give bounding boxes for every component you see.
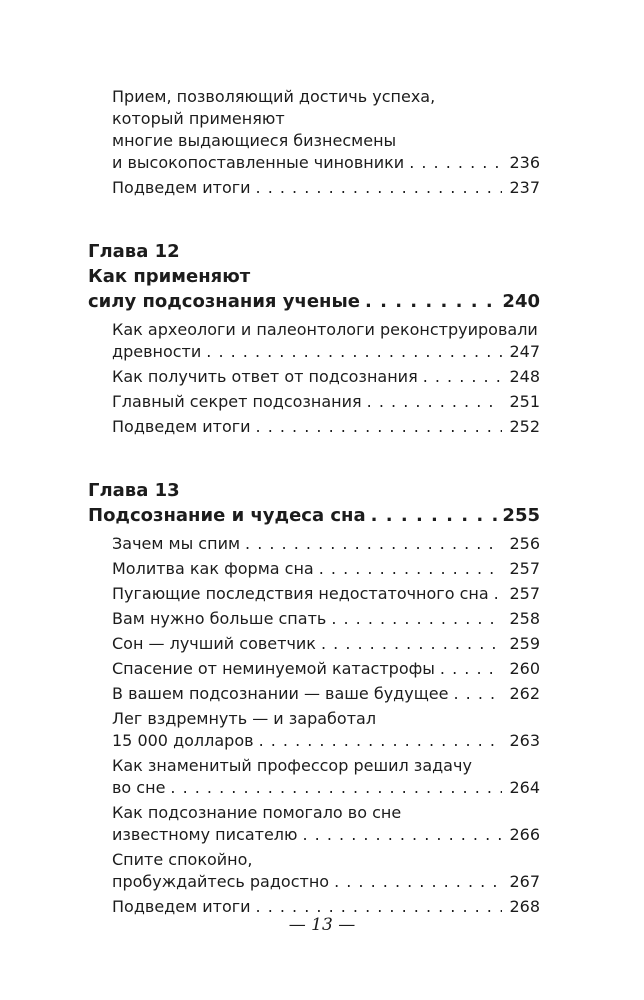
dot-leader [170, 777, 502, 799]
dot-leader [409, 152, 502, 174]
toc-entries [88, 533, 540, 918]
toc-entries [88, 86, 540, 199]
entry-line: Лег вздремнуть — и заработал [112, 709, 377, 728]
chapter-label: Глава 13 [88, 480, 180, 501]
dot-leader [245, 533, 502, 555]
toc-section [88, 86, 540, 199]
entry-line: Как знаменитый профессор решил задачу [112, 756, 472, 775]
toc-entry [112, 708, 540, 752]
toc-line-text: Подведем итоги [112, 897, 251, 916]
dot-leader [331, 608, 502, 630]
toc-line [112, 583, 540, 605]
toc-line-text: и высокопоставленные чиновники [112, 153, 405, 172]
page-footer [0, 915, 644, 935]
toc-line-text: 15 000 долларов [112, 731, 254, 750]
page-number: 263 [509, 731, 540, 750]
toc-line [88, 289, 540, 314]
toc-line [112, 871, 540, 893]
toc-line [112, 366, 540, 388]
toc-line [112, 824, 540, 846]
page-number: 256 [509, 534, 540, 553]
page-number: 267 [509, 872, 540, 891]
toc-line [112, 391, 540, 413]
toc-entry [112, 177, 540, 199]
toc-line-text: Вам нужно больше спать [112, 609, 327, 628]
toc-entry [112, 391, 540, 413]
toc-line [112, 341, 540, 363]
toc-section [88, 478, 540, 918]
toc-line-text: известному писателю [112, 825, 298, 844]
toc-line [112, 658, 540, 680]
page-number: 257 [509, 559, 540, 578]
toc-entry [112, 583, 540, 605]
toc-line-text: Молитва как форма сна [112, 559, 314, 578]
toc [88, 86, 540, 918]
entry-line: который применяют [112, 109, 285, 128]
entry-line: многие выдающиеся бизнесмены [112, 131, 397, 150]
dot-leader [256, 416, 502, 438]
toc-entry [112, 86, 540, 174]
page-number: 259 [509, 634, 540, 653]
page-number: 236 [509, 153, 540, 172]
entry-line: Как археологи и палеонтологи реконструировали [112, 320, 538, 339]
toc-line [88, 503, 540, 528]
page-number: 237 [509, 178, 540, 197]
toc-line [112, 416, 540, 438]
toc-line-text: Подсознание и чудеса сна [88, 505, 366, 526]
dot-leader [303, 824, 503, 846]
page-number: 252 [509, 417, 540, 436]
entry-line: Спите спокойно, [112, 850, 253, 869]
page-number: 251 [509, 392, 540, 411]
toc-line-text: Сон — лучший советчик [112, 634, 316, 653]
toc-line [112, 683, 540, 705]
page-number: 255 [502, 505, 540, 526]
toc-line-text: во сне [112, 778, 166, 797]
toc-line-text: Подведем итоги [112, 417, 251, 436]
page-number: 260 [509, 659, 540, 678]
page-number: 257 [509, 584, 540, 603]
dot-leader [334, 871, 502, 893]
toc-entry [112, 755, 540, 799]
dot-leader [321, 633, 502, 655]
page-number: 258 [509, 609, 540, 628]
toc-entry [112, 416, 540, 438]
toc-line [112, 558, 540, 580]
page-number: 264 [509, 778, 540, 797]
toc-line [112, 633, 540, 655]
toc-entry [112, 558, 540, 580]
toc-entry [112, 319, 540, 363]
dot-leader [256, 177, 502, 199]
toc-line-text: силу подсознания ученые [88, 291, 360, 312]
dot-leader [423, 366, 502, 388]
entry-line: Прием, позволяющий достичь успеха, [112, 87, 436, 106]
toc-line-text: Зачем мы спим [112, 534, 241, 553]
toc-line [112, 533, 540, 555]
toc-entry [112, 802, 540, 846]
toc-line-text: Как получить ответ от подсознания [112, 367, 418, 386]
dot-leader [440, 658, 502, 680]
toc-entry [112, 658, 540, 680]
page-number: 268 [509, 897, 540, 916]
dot-leader [206, 341, 502, 363]
entry-line: Как подсознание помогало во сне [112, 803, 402, 822]
toc-line [112, 177, 540, 199]
toc-entry [112, 533, 540, 555]
toc-line-text: Спасение от неминуемой катастрофы [112, 659, 435, 678]
page-number-footer: — 13 — [288, 915, 356, 935]
page-number: 240 [502, 291, 540, 312]
dot-leader [367, 391, 502, 413]
toc-line-text: древности [112, 342, 202, 361]
toc-section [88, 239, 540, 438]
toc-line [112, 608, 540, 630]
chapter-title-line: Как применяют [88, 266, 251, 287]
dot-leader [259, 730, 502, 752]
toc-line [112, 730, 540, 752]
page-number: 266 [509, 825, 540, 844]
chapter-heading [88, 478, 540, 528]
toc-line-text: пробуждайтесь радостно [112, 872, 330, 891]
chapter-label: Глава 12 [88, 241, 180, 262]
page-number: 248 [509, 367, 540, 386]
toc-entries [88, 319, 540, 438]
dot-leader [319, 558, 502, 580]
dot-leader [371, 503, 501, 528]
toc-line [112, 777, 540, 799]
toc-entry [112, 608, 540, 630]
page-number: 262 [509, 684, 540, 703]
toc-entry [112, 366, 540, 388]
toc-line-text: В вашем подсознании — ваше будущее [112, 684, 449, 703]
toc-line-text: Главный секрет подсознания [112, 392, 362, 411]
dot-leader [365, 289, 500, 314]
dot-leader [453, 683, 502, 705]
dot-leader [494, 583, 502, 605]
toc-entry [112, 683, 540, 705]
toc-line [112, 152, 540, 174]
chapter-heading [88, 239, 540, 314]
toc-line-text: Пугающие последствия недостаточного сна [112, 584, 489, 603]
toc-entry [112, 633, 540, 655]
toc-entry [112, 849, 540, 893]
toc-line-text: Подведем итоги [112, 178, 251, 197]
page-number: 247 [509, 342, 540, 361]
